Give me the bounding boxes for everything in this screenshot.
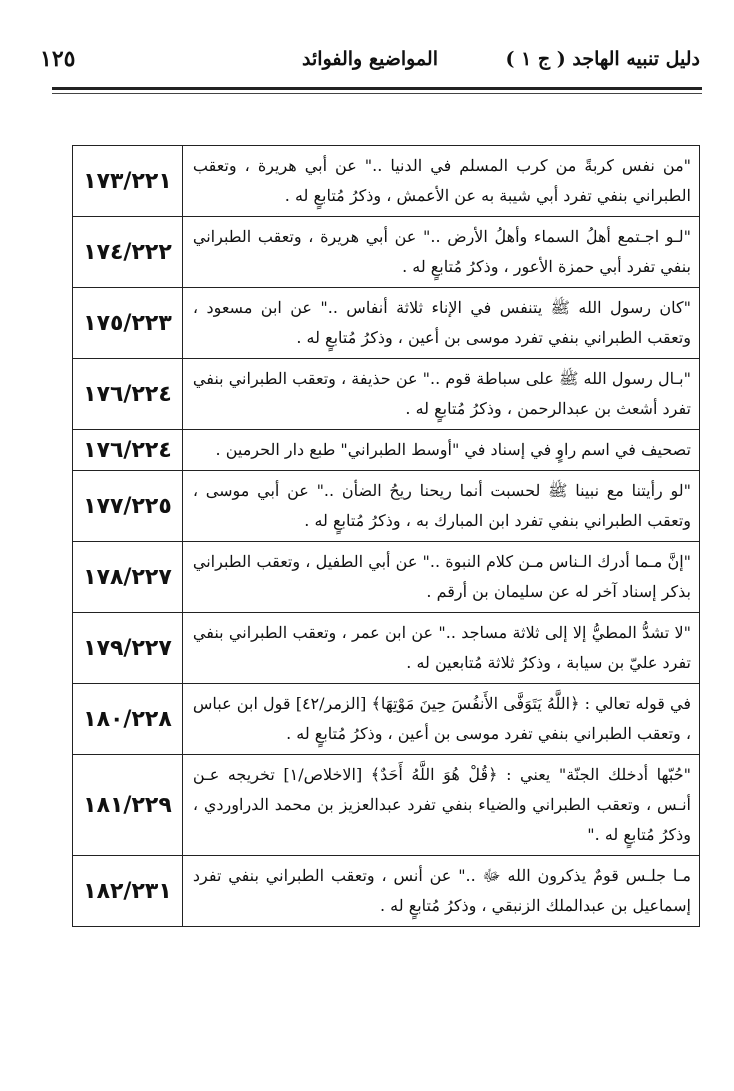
entry-text: "كان رسول الله ﷺ يتنفس في الإناء ثلاثة أنفاس .." عن ابن مسعود ، وتعقب الطبراني بنفي تفرد موسى بن أعين ، وذكرُ مُتابعٍ له . [182,288,699,359]
header-rule-thin [52,93,702,94]
entry-reference: ١٧٤/٢٢٢ [73,217,183,288]
entry-text: "حُبّها أدخلك الجنّة" يعني : ﴿قُلْ هُوَ اللَّهُ أَحَدٌ﴾ [الاخلاص/١] تخريجه عـن أنـس ، وتعقب الطبراني والضياء بنفي تفرد عبدالعزيز بن محمد الدراوردي ، وذكرُ مُتابعٍ له ." [182,755,699,856]
entry-reference: ١٧٦/٢٢٤ [73,430,183,471]
entry-text: "لـو اجـتمع أهلُ السماء وأهلُ الأرض .." عن أبي هريرة ، وتعقب الطبراني بنفي تفرد أبي حمزة الأعور ، وذكرُ مُتابعٍ له . [182,217,699,288]
entry-text: "إنَّ مـما أدرك الـناس مـن كلام النبوة .." عن أبي الطفيل ، وتعقب الطبراني بذكر إسناد آخر له عن سليمان بن أرقم . [182,542,699,613]
entry-text: في قوله تعالي : ﴿اللَّهُ يَتَوَفَّى الأَنفُسَ حِينَ مَوْتِهَا﴾ [الزمر/٤٢] قول ابن عباس ، وتعقب الطبراني بنفي تفرد موسى بن أعين ، وذكرُ مُتابعٍ له . [182,684,699,755]
table-row [73,146,700,217]
table-row [73,755,700,856]
entries-table [72,145,700,927]
section-title: المواضيع والفوائد [302,48,438,70]
entry-reference: ١٧٨/٢٢٧ [73,542,183,613]
entry-text: "بـال رسول الله ﷺ على سباطة قوم .." عن حذيفة ، وتعقب الطبراني بنفي تفرد أشعث بن عبدالرحمن ، وذكرُ مُتابعٍ له . [182,359,699,430]
entry-text: "من نفس كربةً من كرب المسلم في الدنيا .." عن أبي هريرة ، وتعقب الطبراني بنفي تفرد أبي شيبة به عن الأعمش ، وذكرُ مُتابعٍ له . [182,146,699,217]
entry-text: "لو رأيتنا مع نبينا ﷺ لحسبت أنما ريحنا ريحُ الضأن .." عن أبي موسى ، وتعقب الطبراني بنفي تفرد ابن المبارك به ، وذكرُ مُتابعٍ له . [182,471,699,542]
table-row [73,217,700,288]
entry-text: مـا جلـس قومٌ يذكرون الله ﷻ .." عن أنس ، وتعقب الطبراني بنفي تفرد إسماعيل بن عبدالملك الزنبقي ، وذكرُ مُتابعٍ له . [182,856,699,927]
page-number: ١٢٥ [40,46,76,72]
book-title: دليل تنبيه الهاجد ( ج ١ ) [505,48,700,70]
table-row [73,359,700,430]
entry-reference: ١٧٩/٢٢٧ [73,613,183,684]
entry-reference: ١٨٠/٢٢٨ [73,684,183,755]
entry-text: "لا تشدُّ المطيُّ إلا إلى ثلاثة مساجد .." عن ابن عمر ، وتعقب الطبراني بنفي تفرد عليّ بن سيابة ، وذكرُ ثلاثة مُتابعين له . [182,613,699,684]
header-rule-thick [52,87,702,90]
table-row [73,613,700,684]
entry-reference: ١٧٣/٢٢١ [73,146,183,217]
entry-reference: ١٧٦/٢٢٤ [73,359,183,430]
entry-reference: ١٨١/٢٢٩ [73,755,183,856]
table-row [73,430,700,471]
table-row [73,856,700,927]
page-header [40,40,700,80]
entry-text: تصحيف في اسم راوٍ في إسناد في "أوسط الطبراني" طبع دار الحرمين . [182,430,699,471]
table-row [73,542,700,613]
table-row [73,471,700,542]
entry-reference: ١٧٥/٢٢٣ [73,288,183,359]
table-row [73,684,700,755]
table-row [73,288,700,359]
entry-reference: ١٨٢/٢٣١ [73,856,183,927]
entry-reference: ١٧٧/٢٢٥ [73,471,183,542]
